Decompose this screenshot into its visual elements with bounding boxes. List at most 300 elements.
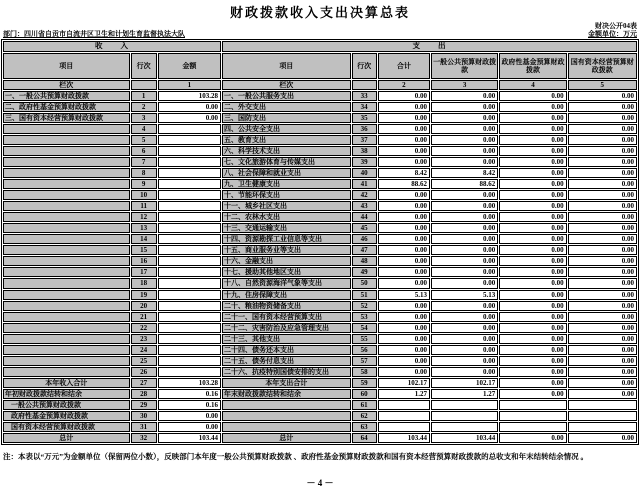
table-row <box>3 422 637 432</box>
expense-general-budget-cell: 0.00 <box>431 267 498 277</box>
expense-total-cell: 0.00 <box>378 301 430 311</box>
expense-state-capital-cell: 0.00 <box>568 168 637 178</box>
expense-general-budget-cell: 0.00 <box>431 135 498 145</box>
expense-total-cell <box>378 400 430 410</box>
table-row <box>3 400 637 410</box>
income-amount-cell <box>158 179 221 189</box>
expense-state-capital-cell: 0.00 <box>568 367 637 377</box>
table-row <box>3 135 637 145</box>
expense-general-budget-cell: 0.00 <box>431 367 498 377</box>
expense-total-cell: 0.00 <box>378 157 430 167</box>
table-note: 注：本表以“万元”为金额单位（保留两位小数），反映部门本年度一般公共预算财政拨款 、政府性基金预算财政拨款和国有资本经营预算财政拨款的总收支和年末结转结余情况 。 <box>3 452 588 462</box>
doc-code-label: 财决公开04表 <box>595 22 637 30</box>
income-amount-cell: 0.00 <box>158 422 221 432</box>
income-line-cell: 23 <box>131 334 157 344</box>
income-item-cell: 本年收入合计 <box>3 378 130 388</box>
expense-gov-fund-cell: 0.00 <box>499 334 566 344</box>
income-line-header: 行次 <box>131 53 157 79</box>
income-item-cell <box>3 179 130 189</box>
expense-gov-fund-cell: 0.00 <box>499 378 566 388</box>
income-line-cell: 27 <box>131 378 157 388</box>
expense-total-cell: 0.00 <box>378 113 430 123</box>
expense-gov-fund-cell: 0.00 <box>499 179 566 189</box>
table-row <box>3 345 637 355</box>
expense-total-cell: 0.00 <box>378 234 430 244</box>
income-item-cell <box>3 157 130 167</box>
expense-general-budget-cell: 0.00 <box>431 245 498 255</box>
expense-colnum-2: 2 <box>378 80 430 90</box>
expense-line-cell: 34 <box>352 102 377 112</box>
income-amount-cell <box>158 212 221 222</box>
expense-total-cell: 88.62 <box>378 179 430 189</box>
expense-total-cell: 1.27 <box>378 389 430 399</box>
income-amount-cell <box>158 334 221 344</box>
expense-gov-fund-cell: 0.00 <box>499 323 566 333</box>
expense-total-cell: 102.17 <box>378 378 430 388</box>
expense-general-budget-cell: 0.00 <box>431 334 498 344</box>
income-item-cell <box>3 168 130 178</box>
expense-item-cell: 二十四、债务还本支出 <box>222 345 351 355</box>
income-amount-cell: 0.16 <box>158 400 221 410</box>
expense-line-cell: 47 <box>352 245 377 255</box>
expense-general-budget-cell: 1.27 <box>431 389 498 399</box>
table-row <box>3 102 637 112</box>
expense-general-budget-cell: 0.00 <box>431 113 498 123</box>
expense-colnum-5: 5 <box>568 80 637 90</box>
expense-total-cell: 103.44 <box>378 433 430 443</box>
page-title: 财政拨款收入支出决算总表 <box>229 5 410 20</box>
expense-line-cell: 51 <box>352 290 377 300</box>
income-line-cell: 8 <box>131 168 157 178</box>
income-colnum-label: 栏次 <box>3 80 130 90</box>
income-item-cell <box>3 234 130 244</box>
income-line-cell: 17 <box>131 267 157 277</box>
table-row <box>3 278 637 288</box>
expense-general-budget-cell: 88.62 <box>431 179 498 189</box>
expense-line-cell: 35 <box>352 113 377 123</box>
expense-line-cell: 42 <box>352 190 377 200</box>
income-item-header: 项目 <box>3 53 130 79</box>
income-item-cell: 总计 <box>3 433 130 443</box>
expense-state-capital-cell: 0.00 <box>568 378 637 388</box>
income-line-cell: 12 <box>131 212 157 222</box>
expense-colnum-blank <box>352 80 377 90</box>
expense-general-budget-cell: 0.00 <box>431 345 498 355</box>
income-item-cell <box>3 367 130 377</box>
income-line-cell: 28 <box>131 389 157 399</box>
expense-state-capital-cell: 0.00 <box>568 201 637 211</box>
expense-line-cell: 46 <box>352 234 377 244</box>
income-line-cell: 14 <box>131 234 157 244</box>
expense-total-cell <box>378 411 430 421</box>
table-row <box>3 378 637 388</box>
income-amount-cell <box>158 234 221 244</box>
income-item-cell <box>3 312 130 322</box>
expense-gov-fund-cell: 0.00 <box>499 267 566 277</box>
expense-item-cell: 八、社会保障和就业支出 <box>222 168 351 178</box>
income-amount-cell <box>158 290 221 300</box>
expense-total-cell: 0.00 <box>378 312 430 322</box>
expense-gov-fund-cell: 0.00 <box>499 212 566 222</box>
income-line-cell: 21 <box>131 312 157 322</box>
expense-general-budget-cell: 102.17 <box>431 378 498 388</box>
expense-state-capital-cell: 0.00 <box>568 113 637 123</box>
income-item-cell <box>3 323 130 333</box>
expense-general-budget-cell: 0.00 <box>431 323 498 333</box>
expense-item-cell: 二、外交支出 <box>222 102 351 112</box>
expense-item-cell: 二十五、债务付息支出 <box>222 356 351 366</box>
expense-item-cell: 十四、资源勘探工业信息等支出 <box>222 234 351 244</box>
expense-state-capital-cell: 0.00 <box>568 102 637 112</box>
expense-state-capital-cell <box>568 422 637 432</box>
income-item-cell <box>3 301 130 311</box>
expense-general-budget-cell: 0.00 <box>431 356 498 366</box>
expense-line-cell: 63 <box>352 422 377 432</box>
expense-item-cell: 十八、自然资源海洋气象等支出 <box>222 278 351 288</box>
expense-state-capital-cell: 0.00 <box>568 356 637 366</box>
income-line-cell: 2 <box>131 102 157 112</box>
expense-state-capital-cell: 0.00 <box>568 433 637 443</box>
expense-general-budget-cell: 0.00 <box>431 124 498 134</box>
table-row <box>3 146 637 156</box>
table-row <box>3 301 637 311</box>
table-row <box>3 433 637 443</box>
expense-state-capital-cell <box>568 411 637 421</box>
income-amount-cell: 0.00 <box>158 411 221 421</box>
income-amount-cell <box>158 301 221 311</box>
expense-line-cell: 37 <box>352 135 377 145</box>
income-amount-cell <box>158 323 221 333</box>
expense-state-capital-cell: 0.00 <box>568 91 637 101</box>
expense-total-cell: 0.00 <box>378 367 430 377</box>
income-item-cell <box>3 135 130 145</box>
income-amount-cell <box>158 168 221 178</box>
expense-total-cell: 0.00 <box>378 267 430 277</box>
expense-gov-fund-cell: 0.00 <box>499 135 566 145</box>
fiscal-table <box>1 39 639 445</box>
income-item-cell: 国有资本经营预算财政拨款 <box>3 422 130 432</box>
expense-total-cell <box>378 422 430 432</box>
expense-gov-fund-cell <box>499 422 566 432</box>
expense-total-cell: 0.00 <box>378 323 430 333</box>
expense-general-budget-cell: 0.00 <box>431 212 498 222</box>
expense-item-cell: 年末财政拨款结转和结余 <box>222 389 351 399</box>
income-amount-cell <box>158 146 221 156</box>
expense-line-cell: 40 <box>352 168 377 178</box>
income-line-cell: 19 <box>131 290 157 300</box>
column-header-row <box>3 53 637 79</box>
table-row <box>3 168 637 178</box>
expense-line-cell: 36 <box>352 124 377 134</box>
income-amount-cell: 103.28 <box>158 378 221 388</box>
income-line-cell: 26 <box>131 367 157 377</box>
expense-item-cell: 三、国防支出 <box>222 113 351 123</box>
income-line-cell: 32 <box>131 433 157 443</box>
income-item-cell <box>3 190 130 200</box>
income-line-cell: 24 <box>131 345 157 355</box>
expense-line-cell: 54 <box>352 323 377 333</box>
expense-state-capital-cell: 0.00 <box>568 234 637 244</box>
expense-gov-fund-cell: 0.00 <box>499 290 566 300</box>
expense-gov-fund-cell: 0.00 <box>499 146 566 156</box>
income-colnum-1: 1 <box>158 80 221 90</box>
expense-item-cell <box>222 422 351 432</box>
income-item-cell <box>3 146 130 156</box>
table-row <box>3 290 637 300</box>
income-item-cell <box>3 212 130 222</box>
expense-gov-fund-cell: 0.00 <box>499 234 566 244</box>
income-line-cell: 4 <box>131 124 157 134</box>
expense-total-header: 合计 <box>378 53 430 79</box>
expense-line-cell: 52 <box>352 301 377 311</box>
column-number-row <box>3 80 637 90</box>
expense-item-cell: 十、节能环保支出 <box>222 190 351 200</box>
expense-item-cell: 六、科学技术支出 <box>222 146 351 156</box>
expense-item-cell: 二十、粮油物资储备支出 <box>222 301 351 311</box>
expense-colnum-4: 4 <box>499 80 566 90</box>
expense-general-budget-cell: 0.00 <box>431 234 498 244</box>
expense-line-cell: 56 <box>352 345 377 355</box>
expense-gov-fund-header: 政府性基金预算财政拨款 <box>499 53 566 79</box>
expense-line-cell: 57 <box>352 356 377 366</box>
income-item-cell <box>3 267 130 277</box>
expense-gov-fund-cell: 0.00 <box>499 278 566 288</box>
expense-general-budget-cell: 0.00 <box>431 190 498 200</box>
expense-general-budget-cell: 103.44 <box>431 433 498 443</box>
expense-line-cell: 49 <box>352 267 377 277</box>
income-item-cell <box>3 334 130 344</box>
table-row <box>3 323 637 333</box>
table-row <box>3 312 637 322</box>
expense-state-capital-cell: 0.00 <box>568 146 637 156</box>
expense-item-cell: 十三、交通运输支出 <box>222 223 351 233</box>
table-row <box>3 411 637 421</box>
expense-state-capital-cell: 0.00 <box>568 179 637 189</box>
expense-state-capital-cell: 0.00 <box>568 190 637 200</box>
expense-state-capital-cell: 0.00 <box>568 256 637 266</box>
table-row <box>3 267 637 277</box>
income-item-cell <box>3 278 130 288</box>
expense-general-budget-cell: 0.00 <box>431 312 498 322</box>
expense-general-budget-cell: 0.00 <box>431 256 498 266</box>
income-amount-cell <box>158 135 221 145</box>
expense-gov-fund-cell <box>499 411 566 421</box>
expense-item-cell: 十九、住房保障支出 <box>222 290 351 300</box>
income-amount-cell <box>158 157 221 167</box>
expense-gov-fund-cell: 0.00 <box>499 389 566 399</box>
department-label: 部门：四川省自贡市自流井区卫生和计划生育监督执法大队 <box>3 30 185 38</box>
income-amount-cell <box>158 223 221 233</box>
income-amount-cell <box>158 256 221 266</box>
expense-gov-fund-cell: 0.00 <box>499 312 566 322</box>
expense-general-budget-header: 一般公共预算财政拨款 <box>431 53 498 79</box>
expense-total-cell: 5.13 <box>378 290 430 300</box>
expense-state-capital-cell <box>568 400 637 410</box>
expense-item-cell: 二十二、灾害防治及应急管理支出 <box>222 323 351 333</box>
expense-total-cell: 0.00 <box>378 223 430 233</box>
income-amount-cell: 103.44 <box>158 433 221 443</box>
income-amount-cell: 0.16 <box>158 389 221 399</box>
expense-line-cell: 33 <box>352 91 377 101</box>
expense-gov-fund-cell: 0.00 <box>499 168 566 178</box>
income-amount-cell <box>158 245 221 255</box>
table-row <box>3 245 637 255</box>
expense-state-capital-cell: 0.00 <box>568 157 637 167</box>
expense-total-cell: 0.00 <box>378 334 430 344</box>
expense-line-cell: 48 <box>352 256 377 266</box>
expense-gov-fund-cell: 0.00 <box>499 91 566 101</box>
expense-general-budget-cell: 0.00 <box>431 223 498 233</box>
expense-item-cell: 本年支出合计 <box>222 378 351 388</box>
income-line-cell: 9 <box>131 179 157 189</box>
expense-state-capital-cell: 0.00 <box>568 290 637 300</box>
income-item-cell: 一、一般公共预算财政拨款 <box>3 91 130 101</box>
meta-row <box>3 30 637 38</box>
expense-state-capital-cell: 0.00 <box>568 278 637 288</box>
expense-gov-fund-cell: 0.00 <box>499 201 566 211</box>
expense-line-cell: 39 <box>352 157 377 167</box>
expense-item-cell: 二十三、其他支出 <box>222 334 351 344</box>
expense-total-cell: 0.00 <box>378 345 430 355</box>
income-amount-cell: 103.28 <box>158 91 221 101</box>
table-row <box>3 389 637 399</box>
table-row <box>3 334 637 344</box>
income-item-cell: 一般公共预算财政拨款 <box>3 400 130 410</box>
income-line-cell: 5 <box>131 135 157 145</box>
expense-total-cell: 0.00 <box>378 201 430 211</box>
income-line-cell: 29 <box>131 400 157 410</box>
expense-state-capital-cell: 0.00 <box>568 124 637 134</box>
income-amount-cell <box>158 124 221 134</box>
expense-state-capital-cell: 0.00 <box>568 301 637 311</box>
table-row <box>3 234 637 244</box>
expense-line-cell: 50 <box>352 278 377 288</box>
income-line-cell: 31 <box>131 422 157 432</box>
expense-state-capital-cell: 0.00 <box>568 223 637 233</box>
income-line-cell: 20 <box>131 301 157 311</box>
income-amount-cell <box>158 356 221 366</box>
expense-gov-fund-cell: 0.00 <box>499 102 566 112</box>
expense-line-cell: 41 <box>352 179 377 189</box>
income-line-cell: 11 <box>131 201 157 211</box>
income-line-cell: 22 <box>131 323 157 333</box>
expense-line-cell: 44 <box>352 212 377 222</box>
expense-item-cell: 七、文化旅游体育与传媒支出 <box>222 157 351 167</box>
expense-line-cell: 43 <box>352 201 377 211</box>
expense-general-budget-cell: 0.00 <box>431 146 498 156</box>
expense-line-cell: 59 <box>352 378 377 388</box>
income-band-header: 收 入 <box>3 41 221 52</box>
expense-item-cell: 十七、援助其他地区支出 <box>222 267 351 277</box>
expense-general-budget-cell: 0.00 <box>431 102 498 112</box>
expense-general-budget-cell <box>431 400 498 410</box>
expense-gov-fund-cell: 0.00 <box>499 256 566 266</box>
expense-total-cell: 0.00 <box>378 256 430 266</box>
income-item-cell <box>3 245 130 255</box>
expense-general-budget-cell: 0.00 <box>431 91 498 101</box>
expense-gov-fund-cell: 0.00 <box>499 190 566 200</box>
section-band-row <box>3 41 637 52</box>
expense-state-capital-cell: 0.00 <box>568 212 637 222</box>
expense-item-header: 项目 <box>222 53 351 79</box>
expense-general-budget-cell: 5.13 <box>431 290 498 300</box>
expense-total-cell: 0.00 <box>378 124 430 134</box>
income-amount-cell <box>158 267 221 277</box>
expense-item-cell <box>222 411 351 421</box>
expense-total-cell: 0.00 <box>378 91 430 101</box>
income-item-cell: 政府性基金预算财政拨款 <box>3 411 130 421</box>
expense-total-cell: 0.00 <box>378 146 430 156</box>
income-amount-cell <box>158 312 221 322</box>
income-line-cell: 18 <box>131 278 157 288</box>
expense-state-capital-cell: 0.00 <box>568 312 637 322</box>
expense-gov-fund-cell: 0.00 <box>499 124 566 134</box>
table-row <box>3 113 637 123</box>
expense-general-budget-cell: 0.00 <box>431 157 498 167</box>
expense-line-header: 行次 <box>352 53 377 79</box>
income-item-cell <box>3 256 130 266</box>
income-item-cell: 三、国有资本经营预算财政拨款 <box>3 113 130 123</box>
expense-item-cell: 总计 <box>222 433 351 443</box>
income-item-cell: 年初财政拨款结转和结余 <box>3 389 130 399</box>
expense-total-cell: 0.00 <box>378 245 430 255</box>
table-row <box>3 367 637 377</box>
expense-item-cell: 二十六、抗疫特别国债安排的支出 <box>222 367 351 377</box>
expense-general-budget-cell: 0.00 <box>431 201 498 211</box>
income-line-cell: 13 <box>131 223 157 233</box>
expense-line-cell: 45 <box>352 223 377 233</box>
expense-total-cell: 8.42 <box>378 168 430 178</box>
income-line-cell: 6 <box>131 146 157 156</box>
expense-gov-fund-cell: 0.00 <box>499 157 566 167</box>
expense-general-budget-cell: 0.00 <box>431 278 498 288</box>
income-amount-cell: 0.00 <box>158 102 221 112</box>
expense-item-cell: 九、卫生健康支出 <box>222 179 351 189</box>
expense-gov-fund-cell: 0.00 <box>499 301 566 311</box>
income-line-cell: 1 <box>131 91 157 101</box>
table-row <box>3 212 637 222</box>
expense-item-cell: 二十一、国有资本经营预算支出 <box>222 312 351 322</box>
expense-line-cell: 53 <box>352 312 377 322</box>
income-line-cell: 7 <box>131 157 157 167</box>
income-item-cell <box>3 345 130 355</box>
income-line-cell: 30 <box>131 411 157 421</box>
expense-line-cell: 61 <box>352 400 377 410</box>
expense-general-budget-cell <box>431 411 498 421</box>
expense-general-budget-cell: 0.00 <box>431 301 498 311</box>
table-row <box>3 256 637 266</box>
table-row <box>3 223 637 233</box>
table-row <box>3 124 637 134</box>
expense-general-budget-cell <box>431 422 498 432</box>
income-line-cell: 25 <box>131 356 157 366</box>
expense-line-cell: 60 <box>352 389 377 399</box>
expense-line-cell: 62 <box>352 411 377 421</box>
expense-total-cell: 0.00 <box>378 102 430 112</box>
expense-state-capital-cell: 0.00 <box>568 334 637 344</box>
income-amount-cell <box>158 190 221 200</box>
income-amount-cell <box>158 345 221 355</box>
expense-gov-fund-cell: 0.00 <box>499 367 566 377</box>
table-row <box>3 201 637 211</box>
expense-colnum-3: 3 <box>431 80 498 90</box>
expense-line-cell: 58 <box>352 367 377 377</box>
expense-item-cell: 四、公共安全支出 <box>222 124 351 134</box>
expense-total-cell: 0.00 <box>378 190 430 200</box>
income-item-cell <box>3 356 130 366</box>
expense-state-capital-cell: 0.00 <box>568 245 637 255</box>
expense-state-capital-cell: 0.00 <box>568 267 637 277</box>
